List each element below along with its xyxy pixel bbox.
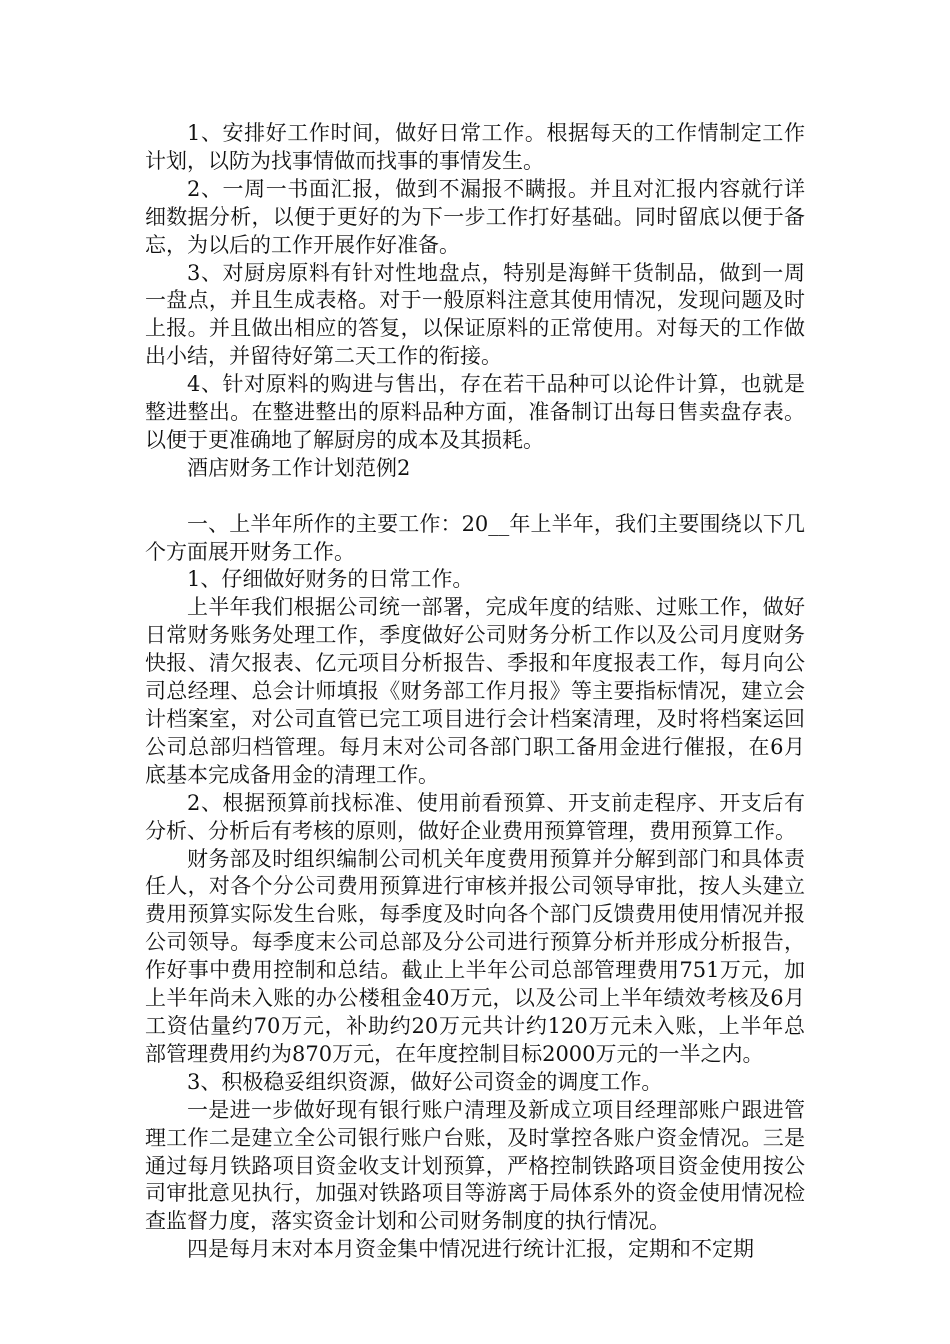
subheading-1: 1、仔细做好财务的日常工作。 bbox=[187, 567, 474, 592]
section-intro: 一、上半年所作的主要工作：20__年上半年，我们主要围绕以下几个方面展开财务工作。 bbox=[145, 511, 805, 564]
paragraph-monthly-report: 四是每月末对本月资金集中情况进行统计汇报，定期和不定期 bbox=[187, 1237, 754, 1262]
document-body bbox=[145, 120, 805, 1264]
paragraph-budget: 财务部及时组织编制公司机关年度费用预算并分解到部门和具体责任人，对各个分公司费用预算进行审核并报公司领导审批，按人头建立费用预算实际发生台账，每季度及时向各个部门反馈费用使用情况并报公司领导。每季度末公司总部及分公司进行预算分析并形成分析报告，作好事中费用控制和总结。截止上半年公司总部管理费用751万元，加上半年尚未入账的办公楼租金40万元，以及公司上半年绩效考核及6月工资估量约70万元，补助约20万元共计约120万元未入账，上半年总部管理费用约为870万元，在年度控制目标2000万元的一半之内。 bbox=[145, 846, 805, 1066]
paragraph-daily-work: 上半年我们根据公司统一部署，完成年度的结账、过账工作，做好日常财务账务处理工作，季度做好公司财务分析工作以及公司月度财务快报、清欠报表、亿元项目分析报告、季报和年度报表工作，每月向公司总经理、总会计师填报《财务部工作月报》等主要指标情况，建立会计档案室，对公司直管已完工项目进行会计档案清理，及时将档案运回公司总部归档管理。每月末对公司各部门职工备用金进行催报，在6月底基本完成备用金的清理工作。 bbox=[145, 595, 805, 787]
subheading-2: 2、根据预算前找标准、使用前看预算、开支前走程序、开支后有分析、分析后有考核的原则，做好企业费用预算管理，费用预算工作。 bbox=[145, 790, 805, 843]
section-heading: 酒店财务工作计划范例2 bbox=[187, 455, 411, 480]
subheading-3: 3、积极稳妥组织资源，做好公司资金的调度工作。 bbox=[187, 1069, 663, 1094]
blank-line bbox=[145, 483, 805, 511]
paragraph-funds: 一是进一步做好现有银行账户清理及新成立项目经理部账户跟进管理工作二是建立全公司银行账户台账，及时掌控各账户资金情况。三是通过每月铁路项目资金收支计划预算，严格控制铁路项目资金使用按公司审批意见执行，加强对铁路项目等游离于局体系外的资金使用情况检查监督力度，落实资金计划和公司财务制度的执行情况。 bbox=[145, 1097, 805, 1234]
paragraph-item-3: 3、对厨房原料有针对性地盘点，特别是海鲜干货制品，做到一周一盘点，并且生成表格。对于一般原料注意其使用情况，发现问题及时上报。并且做出相应的答复，以保证原料的正常使用。对每天的工作做出小结，并留待好第二天工作的衔接。 bbox=[145, 260, 805, 369]
paragraph-item-2: 2、一周一书面汇报，做到不漏报不瞒报。并且对汇报内容就行详细数据分析，以便于更好的为下一步工作打好基础。同时留底以便于备忘，为以后的工作开展作好准备。 bbox=[145, 176, 805, 257]
paragraph-item-4: 4、针对原料的购进与售出，存在若干品种可以论件计算，也就是整进整出。在整进整出的原料品种方面，准备制订出每日售卖盘存表。以便于更准确地了解厨房的成本及其损耗。 bbox=[145, 372, 805, 452]
paragraph-item-1: 1、安排好工作时间，做好日常工作。根据每天的工作情制定工作计划，以防为找事情做而找事的事情发生。 bbox=[145, 121, 805, 173]
